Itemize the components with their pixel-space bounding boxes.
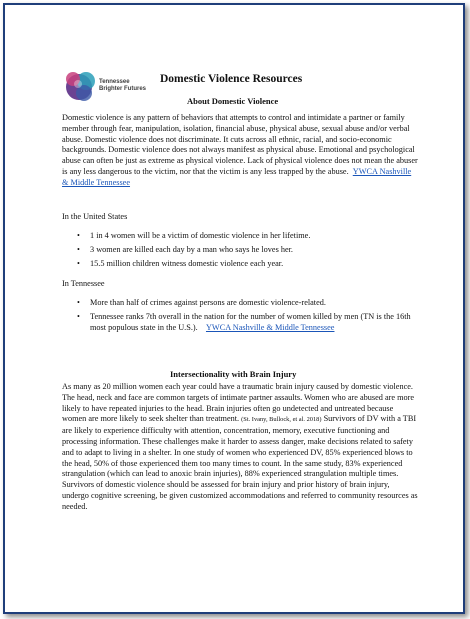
list-item: • 1 in 4 women will be a victim of domestic violence in her lifetime. xyxy=(62,231,418,242)
tn-list xyxy=(62,298,418,336)
tn-heading: In Tennessee xyxy=(62,279,105,288)
intro-text: Domestic violence is any pattern of behaviors that attempts to control and intimidate a partner or family member through fear, manipulation, isolation, financial abuse, physical abuse, sexual abuse and/or verbal abuse. Domestic violence does not discriminate. It cuts across all ethnic, racial, and socio-economic backgrounds. Domestic violence does not always manifest as physical abuse. Emotional and psychological abuse can often be just as extreme as physical violence. Lack of physical violence does not mean the abuser is any less dangerous to the victim, nor that the victim is any less trapped by the abuse. xyxy=(62,113,418,176)
page-title: Domestic Violence Resources xyxy=(160,73,303,85)
us-list xyxy=(62,231,418,272)
intro-paragraph xyxy=(62,113,418,189)
list-item: • More than half of crimes against persons are domestic violence-related. xyxy=(62,298,418,309)
logo-line-1: Tennessee xyxy=(99,79,130,85)
tn-item-text: Tennessee ranks 7th overall in the nation for the number of women killed by men (TN is the 16th most populous state in the U.S.). xyxy=(90,311,411,332)
logo-line-2: Brighter Futures xyxy=(99,86,147,92)
us-heading: In the United States xyxy=(62,212,128,221)
logo-text xyxy=(99,79,146,93)
brain-injury-paragraph xyxy=(62,382,418,513)
citation: (St. Ivany, Bullock, et al. 2018) xyxy=(241,416,322,424)
list-item: • 15.5 million children witness domestic violence each year. xyxy=(62,259,418,270)
ywca-link-2[interactable]: YWCA Nashville & Middle Tennessee xyxy=(205,322,335,332)
list-item xyxy=(62,312,418,334)
brain-injury-heading: Intersectionality with Brain Injury xyxy=(170,369,297,379)
logo-circles-icon xyxy=(62,66,102,106)
brain-injury-text-b: Survivors of DV with a TBI are likely to experience difficulty with attention, concentration, memory, executive functioning and processing information. These challenges make it harder to assess danger, make decisions related to safety and to adapt to living in a shelter. In one study of women who experienced DV, 85% experienced blows to the head, 50% of those experienced them too many times to count. In the same study, 83% experienced strangulation (which can lead to anoxic brain injuries), 88% experienced strangulation multiple times. Survivors of domestic violence should be assessed for brain injury and prior history of brain injury, undergo cognitive screening, be given customized accommodations and referred to community resources as needed. xyxy=(62,414,418,511)
brain-injury-text-a: As many as 20 million women each year could have a traumatic brain injury caused by domestic violence. The head, neck and face are common targets of intimate partner assaults. Women who are abused are more likely to have repeated injuries to the head. Brain injuries often go undetected and untreated because women are more likely to seek shelter than treatment. xyxy=(62,382,415,424)
tennessee-brighter-futures-logo xyxy=(62,66,162,106)
ywca-link-1[interactable]: YWCA Nashville & Middle Tennessee xyxy=(62,166,412,187)
section-subtitle: About Domestic Violence xyxy=(187,96,279,106)
list-item: • 3 women are killed each day by a man who says he loves her. xyxy=(62,245,418,256)
